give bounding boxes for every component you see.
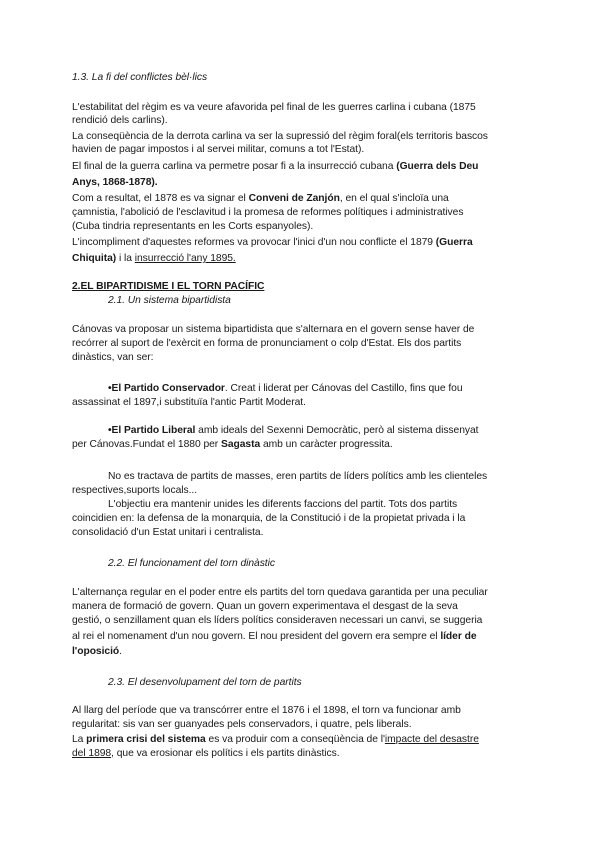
bold-text: Sagasta [221, 439, 261, 450]
paragraph-line: L'incompliment d'aquestes reformes va provocar l'inici d'un nou conflicte el 1879 (Guerra [72, 237, 473, 248]
paragraph-line: Com a resultat, el 1878 es va signar el Conveni de Zanjón, en el qual s'incloïa una [72, 193, 449, 204]
paragraph-line: assassinat el 1897,i substituïa l'antic Partit Moderat. [72, 397, 306, 408]
paragraph-line: çamnistia, l'abolició de l'esclavitud i la promesa de reformes polítiques i administratives [72, 207, 464, 218]
paragraph-line: L'alternança regular en el poder entre els partits del torn quedava garantida per una peculiar [72, 587, 488, 598]
bold-text: l'oposició [72, 646, 120, 657]
paragraph-line: Cánovas va proposar un sistema bipartidista que s'alternara en el govern sense haver de [72, 324, 475, 335]
paragraph-line: Anys, 1868-1878). [72, 177, 158, 188]
bold-text: líder de [440, 631, 477, 642]
paragraph-line: Al llarg del període que va transcórrer entre el 1876 i el 1898, el torn va funcionar amb [72, 705, 461, 716]
paragraph-line: L'estabilitat del règim es va veure afavorida pel final de les guerres carlina i cubana (1875 [72, 102, 476, 113]
paragraph-line: L'objectiu era mantenir unides les diferents faccions del partit. Tots dos partits [108, 499, 458, 510]
paragraph-line: gestió, o senzillament quan els líders polítics consideraven necessari un canvi, se suggeria [72, 615, 483, 626]
bold-text: Chiquita) [72, 253, 117, 264]
underlined-text: insurrecció l'any 1895. [134, 253, 236, 264]
bold-text: primera crisi del sistema [86, 734, 206, 745]
paragraph-line: regularitat: sis van ser guanyades pels conservadors, i quatre, pels liberals. [72, 719, 412, 730]
paragraph-line: consolidació d'un Estat unitari i centralista. [72, 527, 264, 538]
bold-text: Conveni de Zanjón [248, 193, 340, 204]
party-conservador-line: •El Partido Conservador. Creat i liderat per Cánovas del Castillo, fins que fou [108, 383, 463, 394]
bold-text: (Guerra [435, 237, 473, 248]
paragraph-line: havien de pagar impostos i al servei militar, comuns a tot l'Estat). [72, 144, 365, 155]
party-liberal-line: •El Partido Liberal amb ideals del Sexenni Democràtic, però al sistema dissenyat [108, 425, 479, 436]
paragraph-line: No es tractava de partits de masses, eren partits de líders polítics amb les clienteles [108, 471, 488, 482]
paragraph-line: rendició dels carlins). [72, 115, 168, 126]
section-1-3-heading: 1.3. La fi del conflictes bèl·lics [72, 72, 208, 83]
section-2-title: 2.EL BIPARTIDISME I EL TORN PACÍFIC [72, 281, 265, 292]
bold-text: •El Partido Liberal [108, 425, 196, 436]
paragraph-line: del 1898, que va erosionar els polítics i els partits dinàstics. [72, 748, 340, 759]
paragraph-line: (Cuba tindria representants en les Corts espanyoles). [72, 221, 314, 232]
paragraph-line: l'oposició. [72, 646, 122, 657]
section-2-1-heading: 2.1. Un sistema bipartidista [108, 295, 231, 306]
section-2-2-heading: 2.2. El funcionament del torn dinàstic [108, 558, 275, 569]
paragraph-line: La conseqüència de la derrota carlina va ser la supressió del règim foral(els territoris bascos [72, 131, 488, 142]
underlined-text: impacte del desastre [384, 734, 479, 745]
paragraph-line: El final de la guerra carlina va permetre posar fi a la insurrecció cubana (Guerra dels Deu [72, 161, 479, 172]
paragraph-line: al rei el nomenament d'un nou govern. El nou president del govern era sempre el líder de [72, 631, 477, 642]
paragraph-line: Chiquita) i la insurrecció l'any 1895. [72, 253, 236, 264]
bold-text: (Guerra dels Deu [396, 161, 479, 172]
paragraph-line: per Cánovas.Fundat el 1880 per Sagasta amb un caràcter progressita. [72, 439, 393, 450]
paragraph-line: respectives,suports locals... [72, 485, 198, 496]
bold-text: •El Partido Conservador [108, 383, 225, 394]
paragraph-line: coincidien en: la defensa de la monarquia, de la Constitució i de la propietat privada i la [72, 513, 466, 524]
paragraph-line: dinàstics, van ser: [72, 352, 154, 363]
section-2-3-heading: 2.3. El desenvolupament del torn de partits [108, 677, 302, 688]
paragraph-line: manera de formació de govern. Quan un govern experimentava el desgast de la seva [72, 601, 458, 612]
paragraph-line: La primera crisi del sistema es va produir com a conseqüència de l'impacte del desastre [72, 734, 479, 745]
underlined-text: del 1898 [72, 748, 112, 759]
paragraph-line: recórrer al suport de l'exèrcit en forma de pronunciament o colp d'Estat. Els dos partits [72, 338, 462, 349]
